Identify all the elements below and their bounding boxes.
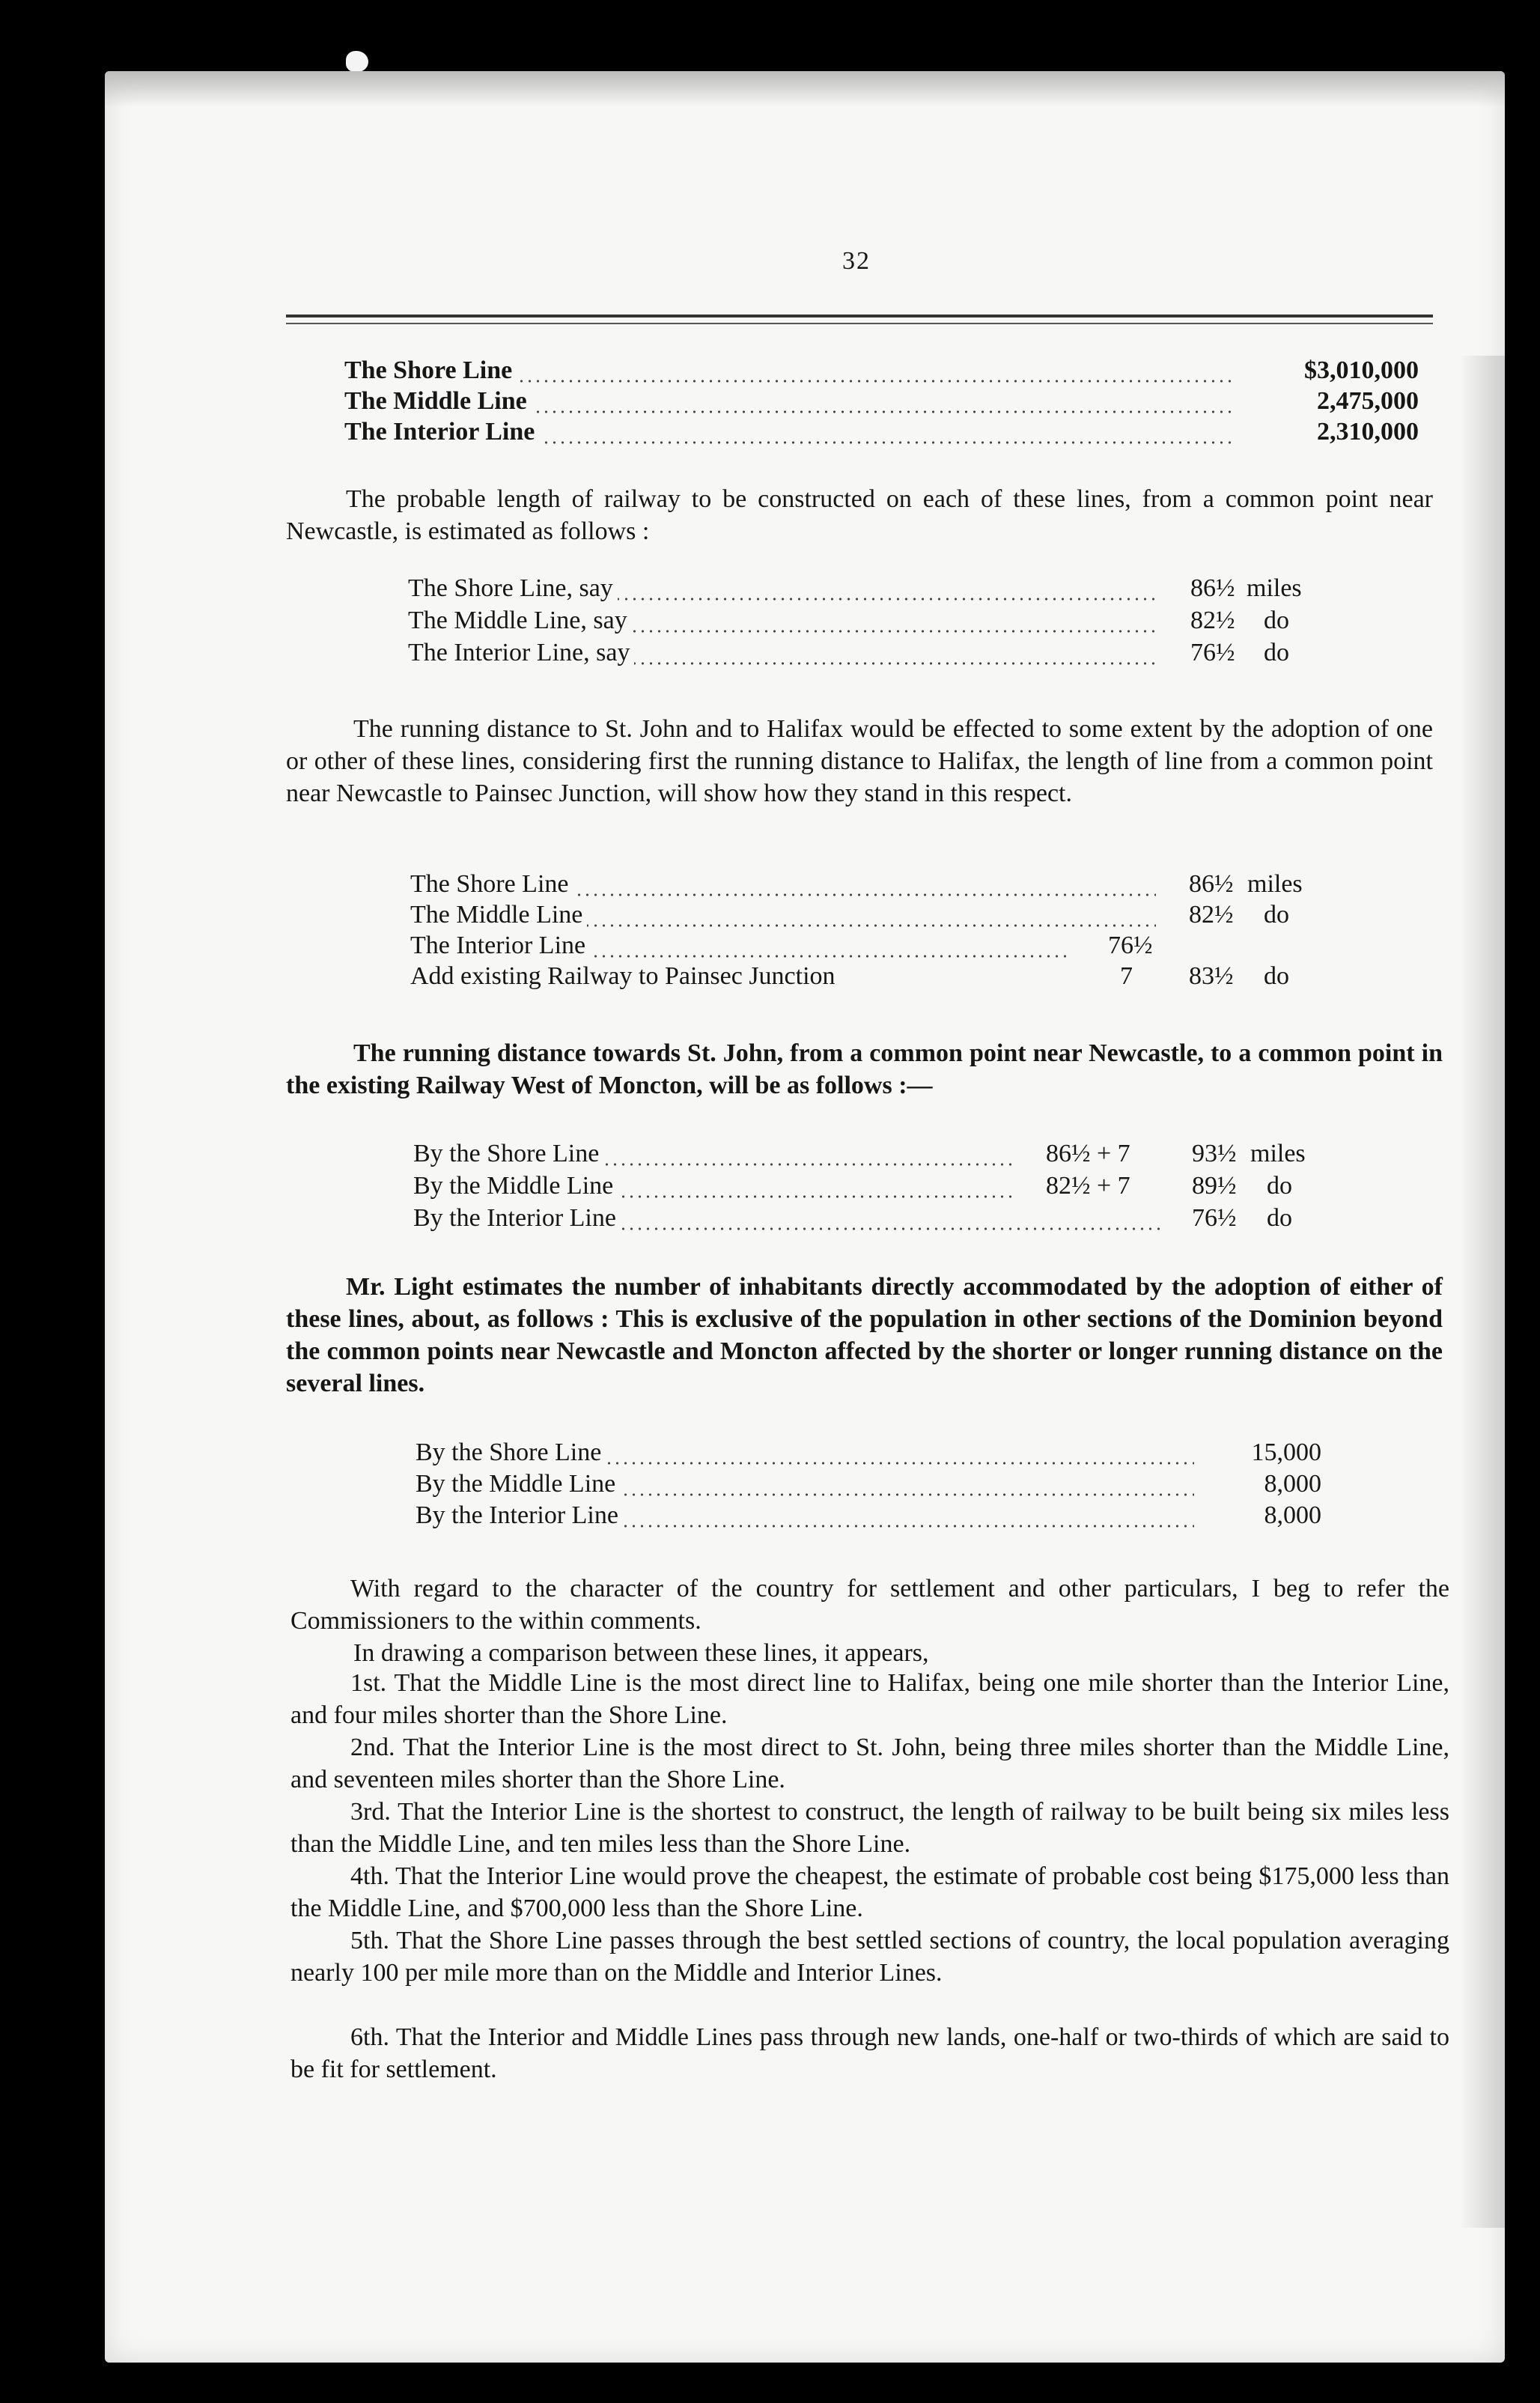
stjohn-label: By the Middle Line (413, 1172, 618, 1200)
inhabitants-value: 8,000 (1264, 1501, 1321, 1529)
paragraph-probable-length: The probable length of railway to be constructed on each of these lines, from a common point near Newcastle, is estimated as follows : (286, 485, 1433, 545)
inhabitants-row (416, 1500, 1329, 1531)
halifax-unit: do (1264, 962, 1289, 990)
length-unit: miles (1247, 574, 1302, 602)
stjohn-row (413, 1170, 1349, 1202)
halifax-row (410, 899, 1309, 931)
cost-value: 2,475,000 (1317, 387, 1419, 415)
length-value: 86½ (1190, 574, 1235, 602)
length-label: The Shore Line, say (408, 574, 618, 602)
paragraph-comparison: In drawing a comparison between these lines, it appears, (353, 1639, 929, 1667)
stjohn-row (413, 1138, 1349, 1170)
cost-value: 2,310,000 (1317, 418, 1419, 446)
stjohn-value: 76½ (1192, 1204, 1237, 1232)
length-row (408, 573, 1306, 604)
stjohn-sum: 82½ + 7 (1046, 1172, 1130, 1200)
stjohn-value: 89½ (1192, 1172, 1237, 1200)
inhabitants-row (416, 1437, 1329, 1468)
page-edge-shadow (1460, 356, 1505, 2228)
inhabitants-value: 8,000 (1264, 1470, 1321, 1498)
halifax-value: 83½ (1189, 962, 1234, 990)
inhabitants-label: By the Middle Line (416, 1470, 620, 1498)
halifax-row (410, 961, 1309, 992)
point-2: 2nd. That the Interior Line is the most direct to St. John, being three miles shorter than the Middle Line, and seventeen miles shorter than the Shore Line. (290, 1734, 1449, 1793)
stjohn-label: By the Shore Line (413, 1140, 603, 1167)
paragraph-inhabitants: Mr. Light estimates the number of inhabitants directly accommodated by the adoption of either of these lines, about, as follows : This is exclusive of the population in other sections of the Dominion beyond the common points near Newcastle and Moncton affected by the shorter or longer running distance on the several lines. (286, 1273, 1443, 1397)
cost-row (344, 416, 1437, 448)
point-5: 5th. That the Shore Line passes through the best settled sections of country, the local population averaging nearly 100 per mile more than on the Middle and Interior Lines. (290, 1927, 1449, 1987)
length-label: The Interior Line, say (408, 639, 634, 666)
stjohn-row (413, 1203, 1349, 1234)
inhabitants-label: By the Interior Line (416, 1501, 623, 1529)
stjohn-unit: do (1267, 1204, 1292, 1232)
cost-row (344, 355, 1437, 386)
cost-row (344, 386, 1437, 417)
length-row (408, 637, 1306, 669)
length-unit: do (1264, 607, 1289, 634)
cost-label: The Interior Line (344, 418, 539, 446)
point-3: 3rd. That the Interior Line is the shortest to construct, the length of railway to be built being six miles less than the Middle Line, and ten miles less than the Shore Line. (290, 1798, 1449, 1858)
halifax-label: The Middle Line (410, 901, 587, 929)
length-unit: do (1264, 639, 1289, 666)
stjohn-label: By the Interior Line (413, 1204, 621, 1232)
cost-label: The Shore Line (344, 356, 517, 384)
length-label: The Middle Line, say (408, 607, 632, 634)
halifax-row (410, 930, 1309, 961)
paragraph-running-halifax: The running distance to St. John and to Halifax would be effected to some extent by the adoption of one or other of these lines, considering first the running distance to Halifax, the length of line from a common point near Newcastle to Painsec Junction, will show how they stand in this respect. (286, 715, 1433, 807)
halifax-subtotal: 76½ (1108, 932, 1153, 959)
point-4: 4th. That the Interior Line would prove the cheapest, the estimate of probable cost being $175,000 less than the Middle Line, and $700,000 less than the Shore Line. (290, 1862, 1449, 1922)
halifax-unit: miles (1247, 870, 1303, 898)
point-6: 6th. That the Interior and Middle Lines pass through new lands, one-half or two-thirds of which are said to be fit for settlement. (290, 2023, 1449, 2083)
page-number: 32 (842, 247, 871, 275)
halifax-label: The Shore Line (410, 870, 573, 898)
dust-speck (346, 51, 368, 72)
halifax-value: 86½ (1189, 870, 1234, 898)
length-value: 82½ (1190, 607, 1235, 634)
stjohn-sum: 86½ + 7 (1046, 1140, 1130, 1167)
paragraph-running-stjohn: The running distance towards St. John, from a common point near Newcastle, to a common point in the existing Railway West of Moncton, will be as follows :— (286, 1039, 1443, 1099)
cost-label: The Middle Line (344, 387, 532, 415)
halifax-row (410, 869, 1309, 900)
point-1: 1st. That the Middle Line is the most direct line to Halifax, being one mile shorter than the Interior Line, and four miles shorter than the Shore Line. (290, 1669, 1449, 1729)
halifax-unit: do (1264, 901, 1289, 929)
halifax-label: Add existing Railway to Painsec Junction (410, 962, 840, 990)
halifax-label: The Interior Line (410, 932, 590, 959)
header-rule (286, 315, 1433, 318)
paragraph-character: With regard to the character of the country for settlement and other particulars, I beg to refer the Commissioners to the within comments. (290, 1575, 1449, 1635)
stjohn-unit: miles (1250, 1140, 1306, 1167)
stjohn-value: 93½ (1192, 1140, 1237, 1167)
stjohn-unit: do (1267, 1172, 1292, 1200)
header-rule-thin (286, 323, 1433, 324)
page-top-shadow (105, 71, 1505, 107)
halifax-subtotal: 7 (1120, 962, 1133, 990)
cost-value: $3,010,000 (1304, 356, 1419, 384)
inhabitants-label: By the Shore Line (416, 1439, 606, 1466)
length-row (408, 605, 1306, 637)
length-value: 76½ (1190, 639, 1235, 666)
inhabitants-value: 15,000 (1251, 1439, 1321, 1466)
halifax-value: 82½ (1189, 901, 1234, 929)
inhabitants-row (416, 1468, 1329, 1500)
